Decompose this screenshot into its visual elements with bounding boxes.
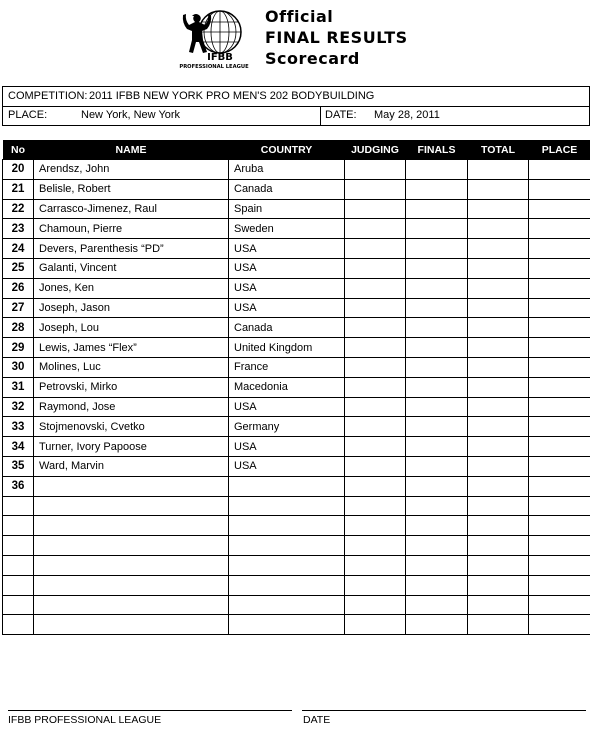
row-country: USA <box>229 298 345 318</box>
scorecard-header <box>0 0 590 78</box>
row-name <box>34 615 229 635</box>
date-label: DATE: <box>325 109 357 121</box>
row-total[interactable] <box>468 239 529 259</box>
row-country: Aruba <box>229 160 345 180</box>
row-no: 27 <box>3 298 34 318</box>
row-no <box>3 496 34 516</box>
row-place[interactable] <box>529 219 590 239</box>
row-country: USA <box>229 397 345 417</box>
row-total[interactable] <box>468 377 529 397</box>
row-finals[interactable] <box>406 615 468 635</box>
table-row <box>3 318 590 338</box>
row-finals[interactable] <box>406 496 468 516</box>
row-judging[interactable] <box>345 555 406 575</box>
row-judging[interactable] <box>345 179 406 199</box>
row-judging[interactable] <box>345 417 406 437</box>
row-finals[interactable] <box>406 456 468 476</box>
row-finals[interactable] <box>406 536 468 556</box>
row-name: Joseph, Jason <box>34 298 229 318</box>
row-place[interactable] <box>529 318 590 338</box>
table-row <box>3 575 590 595</box>
row-country: USA <box>229 437 345 457</box>
place-date-row <box>3 106 589 125</box>
place-value: New York, New York <box>81 109 181 121</box>
row-judging[interactable] <box>345 278 406 298</box>
row-no: 26 <box>3 278 34 298</box>
row-country <box>229 615 345 635</box>
competition-value: 2011 IFBB NEW YORK PRO MEN'S 202 BODYBUILDING <box>89 90 375 102</box>
scorecard-title <box>265 6 408 69</box>
table-row <box>3 496 590 516</box>
row-finals[interactable] <box>406 377 468 397</box>
row-place[interactable] <box>529 456 590 476</box>
table-row <box>3 417 590 437</box>
row-no: 31 <box>3 377 34 397</box>
row-total[interactable] <box>468 357 529 377</box>
title-line-2: FINAL RESULTS <box>265 28 408 47</box>
row-total[interactable] <box>468 575 529 595</box>
row-name <box>34 476 229 496</box>
row-name: Jones, Ken <box>34 278 229 298</box>
row-country <box>229 496 345 516</box>
row-name: Stojmenovski, Cvetko <box>34 417 229 437</box>
row-place[interactable] <box>529 199 590 219</box>
col-header-country: COUNTRY <box>229 140 345 160</box>
row-judging[interactable] <box>345 199 406 219</box>
row-name: Arendsz, John <box>34 160 229 180</box>
table-row <box>3 298 590 318</box>
row-finals[interactable] <box>406 595 468 615</box>
results-table <box>2 140 590 635</box>
table-row <box>3 476 590 496</box>
row-finals[interactable] <box>406 318 468 338</box>
row-judging[interactable] <box>345 298 406 318</box>
row-place[interactable] <box>529 239 590 259</box>
row-name <box>34 555 229 575</box>
row-finals[interactable] <box>406 278 468 298</box>
row-no: 20 <box>3 160 34 180</box>
row-no <box>3 615 34 635</box>
row-country: Canada <box>229 318 345 338</box>
row-country: Germany <box>229 417 345 437</box>
row-country: Canada <box>229 179 345 199</box>
row-name: Raymond, Jose <box>34 397 229 417</box>
row-judging[interactable] <box>345 456 406 476</box>
row-finals[interactable] <box>406 357 468 377</box>
row-no: 35 <box>3 456 34 476</box>
signature-line-league <box>8 710 292 711</box>
row-total[interactable] <box>468 298 529 318</box>
col-header-total: TOTAL <box>468 140 529 160</box>
row-place[interactable] <box>529 417 590 437</box>
row-judging[interactable] <box>345 318 406 338</box>
row-judging[interactable] <box>345 357 406 377</box>
row-judging[interactable] <box>345 615 406 635</box>
row-judging[interactable] <box>345 239 406 259</box>
row-total[interactable] <box>468 258 529 278</box>
table-row <box>3 160 590 180</box>
table-row <box>3 278 590 298</box>
row-judging[interactable] <box>345 476 406 496</box>
row-place[interactable] <box>529 476 590 496</box>
row-no: 23 <box>3 219 34 239</box>
table-row <box>3 456 590 476</box>
logo-text-ifbb: IFBB <box>207 52 233 63</box>
row-total[interactable] <box>468 199 529 219</box>
table-row <box>3 239 590 259</box>
title-line-3: Scorecard <box>265 49 360 68</box>
table-row <box>3 199 590 219</box>
col-header-finals: FINALS <box>406 140 468 160</box>
signature-label-league: IFBB PROFESSIONAL LEAGUE <box>8 714 162 726</box>
row-name: Galanti, Vincent <box>34 258 229 278</box>
row-country: USA <box>229 278 345 298</box>
row-no <box>3 516 34 536</box>
date-divider <box>320 106 321 125</box>
row-no <box>3 595 34 615</box>
row-country <box>229 575 345 595</box>
row-country: Macedonia <box>229 377 345 397</box>
date-value: May 28, 2011 <box>374 109 440 121</box>
row-total[interactable] <box>468 437 529 457</box>
title-line-1: Official <box>265 7 334 26</box>
row-place[interactable] <box>529 179 590 199</box>
row-country <box>229 516 345 536</box>
row-country: USA <box>229 456 345 476</box>
row-finals[interactable] <box>406 417 468 437</box>
table-row <box>3 516 590 536</box>
row-total[interactable] <box>468 615 529 635</box>
row-total[interactable] <box>468 417 529 437</box>
table-row <box>3 615 590 635</box>
row-name: Molines, Luc <box>34 357 229 377</box>
row-judging[interactable] <box>345 496 406 516</box>
row-place[interactable] <box>529 298 590 318</box>
row-total[interactable] <box>468 516 529 536</box>
row-no: 28 <box>3 318 34 338</box>
row-no: 22 <box>3 199 34 219</box>
row-name <box>34 575 229 595</box>
row-country <box>229 555 345 575</box>
row-finals[interactable] <box>406 258 468 278</box>
row-name: Turner, Ivory Papoose <box>34 437 229 457</box>
col-header-place: PLACE <box>529 140 590 160</box>
row-judging[interactable] <box>345 536 406 556</box>
table-row <box>3 437 590 457</box>
row-total[interactable] <box>468 179 529 199</box>
row-name <box>34 516 229 536</box>
col-header-judging: JUDGING <box>345 140 406 160</box>
row-country: France <box>229 357 345 377</box>
table-row <box>3 555 590 575</box>
row-place[interactable] <box>529 437 590 457</box>
table-row <box>3 338 590 358</box>
row-country <box>229 595 345 615</box>
row-no: 30 <box>3 357 34 377</box>
table-row <box>3 357 590 377</box>
row-place[interactable] <box>529 258 590 278</box>
row-no: 33 <box>3 417 34 437</box>
row-place[interactable] <box>529 615 590 635</box>
table-row <box>3 219 590 239</box>
row-finals[interactable] <box>406 555 468 575</box>
row-judging[interactable] <box>345 437 406 457</box>
row-no: 25 <box>3 258 34 278</box>
row-judging[interactable] <box>345 258 406 278</box>
row-no: 36 <box>3 476 34 496</box>
row-judging[interactable] <box>345 338 406 358</box>
row-total[interactable] <box>468 338 529 358</box>
row-place[interactable] <box>529 338 590 358</box>
row-finals[interactable] <box>406 575 468 595</box>
row-finals[interactable] <box>406 397 468 417</box>
row-judging[interactable] <box>345 516 406 536</box>
row-no: 21 <box>3 179 34 199</box>
row-place[interactable] <box>529 516 590 536</box>
col-header-name: NAME <box>34 140 229 160</box>
row-finals[interactable] <box>406 298 468 318</box>
row-country <box>229 476 345 496</box>
table-row <box>3 377 590 397</box>
row-finals[interactable] <box>406 219 468 239</box>
row-finals[interactable] <box>406 239 468 259</box>
signature-line-date <box>302 710 586 711</box>
row-name: Devers, Parenthesis “PD” <box>34 239 229 259</box>
row-judging[interactable] <box>345 575 406 595</box>
row-no <box>3 555 34 575</box>
row-name: Petrovski, Mirko <box>34 377 229 397</box>
row-judging[interactable] <box>345 219 406 239</box>
row-no <box>3 536 34 556</box>
row-place[interactable] <box>529 278 590 298</box>
row-no: 34 <box>3 437 34 457</box>
col-header-no: No <box>3 140 34 160</box>
table-row <box>3 179 590 199</box>
table-header-row <box>3 140 590 160</box>
row-place[interactable] <box>529 377 590 397</box>
row-place[interactable] <box>529 536 590 556</box>
table-row <box>3 595 590 615</box>
signature-label-date: DATE <box>303 714 331 726</box>
row-place[interactable] <box>529 397 590 417</box>
row-name: Chamoun, Pierre <box>34 219 229 239</box>
row-total[interactable] <box>468 555 529 575</box>
row-name <box>34 496 229 516</box>
row-country: Spain <box>229 199 345 219</box>
row-finals[interactable] <box>406 179 468 199</box>
competition-row <box>3 87 589 107</box>
row-finals[interactable] <box>406 476 468 496</box>
row-total[interactable] <box>468 496 529 516</box>
row-no <box>3 575 34 595</box>
row-name: Belisle, Robert <box>34 179 229 199</box>
row-finals[interactable] <box>406 516 468 536</box>
table-row <box>3 258 590 278</box>
row-country: USA <box>229 258 345 278</box>
logo-text-league: PROFESSIONAL LEAGUE <box>179 64 249 70</box>
row-place[interactable] <box>529 160 590 180</box>
row-country: United Kingdom <box>229 338 345 358</box>
row-total[interactable] <box>468 219 529 239</box>
row-name: Ward, Marvin <box>34 456 229 476</box>
row-total[interactable] <box>468 397 529 417</box>
row-total[interactable] <box>468 536 529 556</box>
table-row <box>3 536 590 556</box>
row-place[interactable] <box>529 357 590 377</box>
place-label: PLACE: <box>8 109 48 121</box>
row-no: 24 <box>3 239 34 259</box>
row-country: Sweden <box>229 219 345 239</box>
row-judging[interactable] <box>345 160 406 180</box>
row-no: 32 <box>3 397 34 417</box>
row-name <box>34 536 229 556</box>
row-judging[interactable] <box>345 397 406 417</box>
row-finals[interactable] <box>406 338 468 358</box>
row-total[interactable] <box>468 160 529 180</box>
row-judging[interactable] <box>345 377 406 397</box>
ifbb-logo <box>170 8 258 70</box>
row-name <box>34 595 229 615</box>
competition-info-box <box>2 86 590 126</box>
row-no: 29 <box>3 338 34 358</box>
row-finals[interactable] <box>406 199 468 219</box>
row-total[interactable] <box>468 476 529 496</box>
row-place[interactable] <box>529 496 590 516</box>
row-total[interactable] <box>468 456 529 476</box>
row-name: Lewis, James “Flex” <box>34 338 229 358</box>
row-place[interactable] <box>529 575 590 595</box>
row-judging[interactable] <box>345 595 406 615</box>
competition-label: COMPETITION: <box>8 90 88 102</box>
row-total[interactable] <box>468 278 529 298</box>
row-place[interactable] <box>529 595 590 615</box>
row-country <box>229 536 345 556</box>
row-finals[interactable] <box>406 160 468 180</box>
row-country: USA <box>229 239 345 259</box>
row-total[interactable] <box>468 595 529 615</box>
row-total[interactable] <box>468 318 529 338</box>
row-name: Joseph, Lou <box>34 318 229 338</box>
row-place[interactable] <box>529 555 590 575</box>
row-finals[interactable] <box>406 437 468 457</box>
row-name: Carrasco-Jimenez, Raul <box>34 199 229 219</box>
table-row <box>3 397 590 417</box>
